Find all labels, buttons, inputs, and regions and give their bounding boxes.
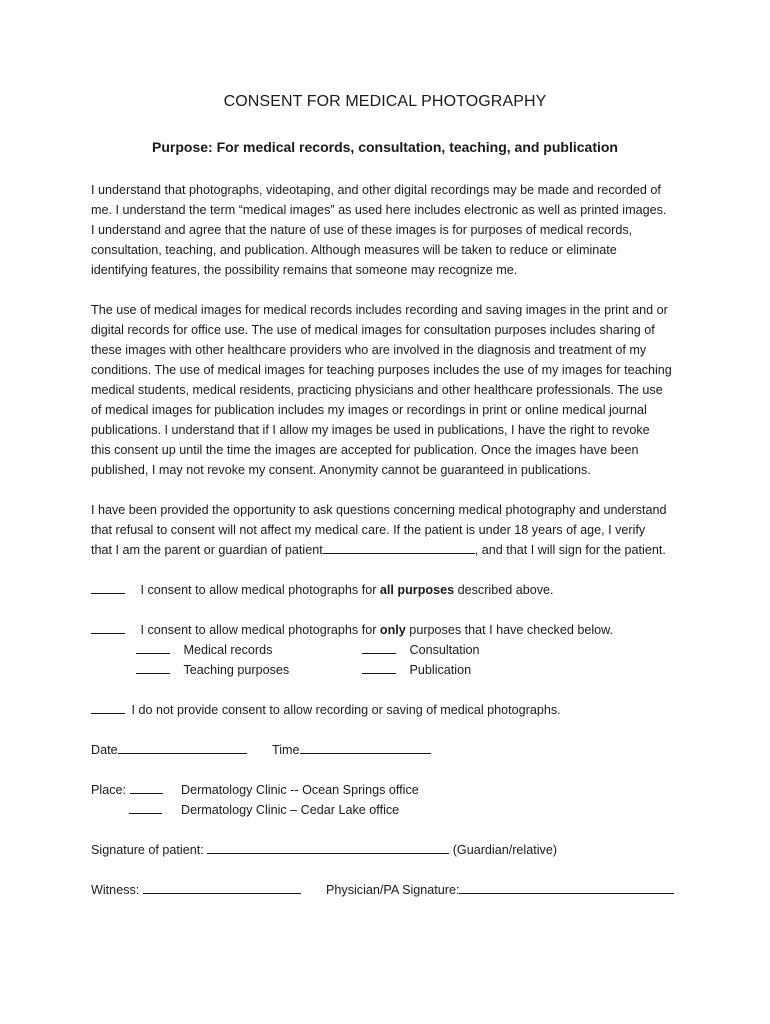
- paragraph-line: [91, 540, 691, 560]
- paragraph-line: identifying features, the possibility remains that someone may recognize me.: [91, 263, 518, 277]
- paragraph-line: I understand that photographs, videotaping, and other digital recordings may be made and recorded of: [91, 183, 661, 197]
- no-consent-row: [91, 700, 561, 720]
- paragraph-uses: [91, 300, 691, 480]
- option-medical-records: [136, 640, 272, 660]
- witness-label: Witness:: [91, 883, 140, 897]
- option-consultation: [362, 640, 480, 660]
- option-label: Teaching purposes: [183, 663, 290, 677]
- option-blank[interactable]: [362, 660, 396, 674]
- place-row-2: [129, 800, 162, 820]
- paragraph-line: medical students, medical residents, practicing physicians and other healthcare professionals. The use: [91, 383, 663, 397]
- place-option-1: Dermatology Clinic -- Ocean Springs office: [181, 783, 419, 797]
- paragraph-line: that refusal to consent will not affect my medical care. If the patient is under 18 years of age, I verify: [91, 523, 646, 537]
- time-label: Time: [272, 743, 300, 757]
- paragraph-understanding: [91, 180, 691, 280]
- option-publication: [362, 660, 471, 680]
- patient-name-label: that I am the parent or guardian of patient: [91, 543, 323, 557]
- physician-label: Physician/PA Signature:: [326, 883, 460, 897]
- consent-all-row: [91, 580, 554, 600]
- option-label: Publication: [409, 663, 472, 677]
- option-blank[interactable]: [136, 640, 170, 654]
- option-label: Medical records: [183, 643, 273, 657]
- place-row-1: [91, 780, 163, 800]
- signature-row: [91, 840, 557, 860]
- consent-all-suffix: described above.: [454, 583, 554, 597]
- consent-all-emphasis: all purposes: [379, 583, 455, 597]
- paragraph-line: I understand and agree that the nature of use of these images is for purposes of medical records,: [91, 223, 633, 237]
- physician-row: [326, 880, 674, 900]
- option-teaching: [136, 660, 289, 680]
- place-option-2: Dermatology Clinic – Cedar Lake office: [181, 803, 400, 817]
- witness-row: [91, 880, 301, 900]
- paragraph-line: this consent up until the time the images are accepted for publication. Once the images have been: [91, 443, 639, 457]
- option-blank[interactable]: [136, 660, 170, 674]
- paragraph-line: of medical images for publication includes my images or recordings in print or online medical journal: [91, 403, 647, 417]
- option-blank[interactable]: [362, 640, 396, 654]
- time-blank[interactable]: [300, 740, 431, 754]
- paragraph-questions: [91, 500, 691, 560]
- paragraph-line: published, I may not revoke my consent. Anonymity cannot be guaranteed in publications.: [91, 463, 591, 477]
- consent-only-blank[interactable]: [91, 620, 125, 634]
- consent-only-row: [91, 620, 613, 640]
- paragraph-line: I have been provided the opportunity to ask questions concerning medical photography and understand: [91, 503, 667, 517]
- patient-name-suffix: , and that I will sign for the patient.: [474, 543, 666, 557]
- physician-blank[interactable]: [459, 880, 674, 894]
- paragraph-line: digital records for office use. The use of medical images for consultation purposes includes sharing of: [91, 323, 655, 337]
- consent-all-text: I consent to allow medical photographs for: [140, 583, 380, 597]
- consent-only-emphasis: only: [379, 623, 406, 637]
- signature-label: Signature of patient:: [91, 843, 204, 857]
- date-row: [91, 740, 247, 760]
- date-blank[interactable]: [118, 740, 247, 754]
- witness-blank[interactable]: [143, 880, 301, 894]
- place-label: Place:: [91, 783, 127, 797]
- no-consent-blank[interactable]: [91, 700, 125, 714]
- time-row: [272, 740, 431, 760]
- guardian-label: (Guardian/relative): [452, 843, 558, 857]
- date-label: Date: [91, 743, 118, 757]
- paragraph-line: conditions. The use of medical images for teaching purposes includes the use of my images for teaching: [91, 363, 672, 377]
- place-blank[interactable]: [129, 800, 162, 814]
- paragraph-line: publications. I understand that if I allow my images be used in publications, I have the right to revoke: [91, 423, 650, 437]
- patient-name-blank[interactable]: [323, 540, 475, 554]
- paragraph-line: The use of medical images for medical records includes recording and saving images in the print and or: [91, 303, 668, 317]
- consent-all-blank[interactable]: [91, 580, 125, 594]
- consent-only-suffix: purposes that I have checked below.: [405, 623, 614, 637]
- document-title: CONSENT FOR MEDICAL PHOTOGRAPHY: [223, 93, 547, 110]
- purpose-heading: Purpose: For medical records, consultation, teaching, and publication: [152, 139, 618, 155]
- paragraph-line: consultation, teaching, and publication. Although measures will be taken to reduce or eliminate: [91, 243, 617, 257]
- place-blank[interactable]: [130, 780, 163, 794]
- paragraph-line: these images with other healthcare providers who are involved in the diagnosis and treatment of my: [91, 343, 647, 357]
- consent-only-text: I consent to allow medical photographs for: [140, 623, 380, 637]
- paragraph-line: me. I understand the term “medical images” as used here includes electronic as well as printed images.: [91, 203, 667, 217]
- no-consent-text: I do not provide consent to allow recording or saving of medical photographs.: [131, 703, 561, 717]
- signature-blank[interactable]: [207, 840, 449, 854]
- option-label: Consultation: [409, 643, 480, 657]
